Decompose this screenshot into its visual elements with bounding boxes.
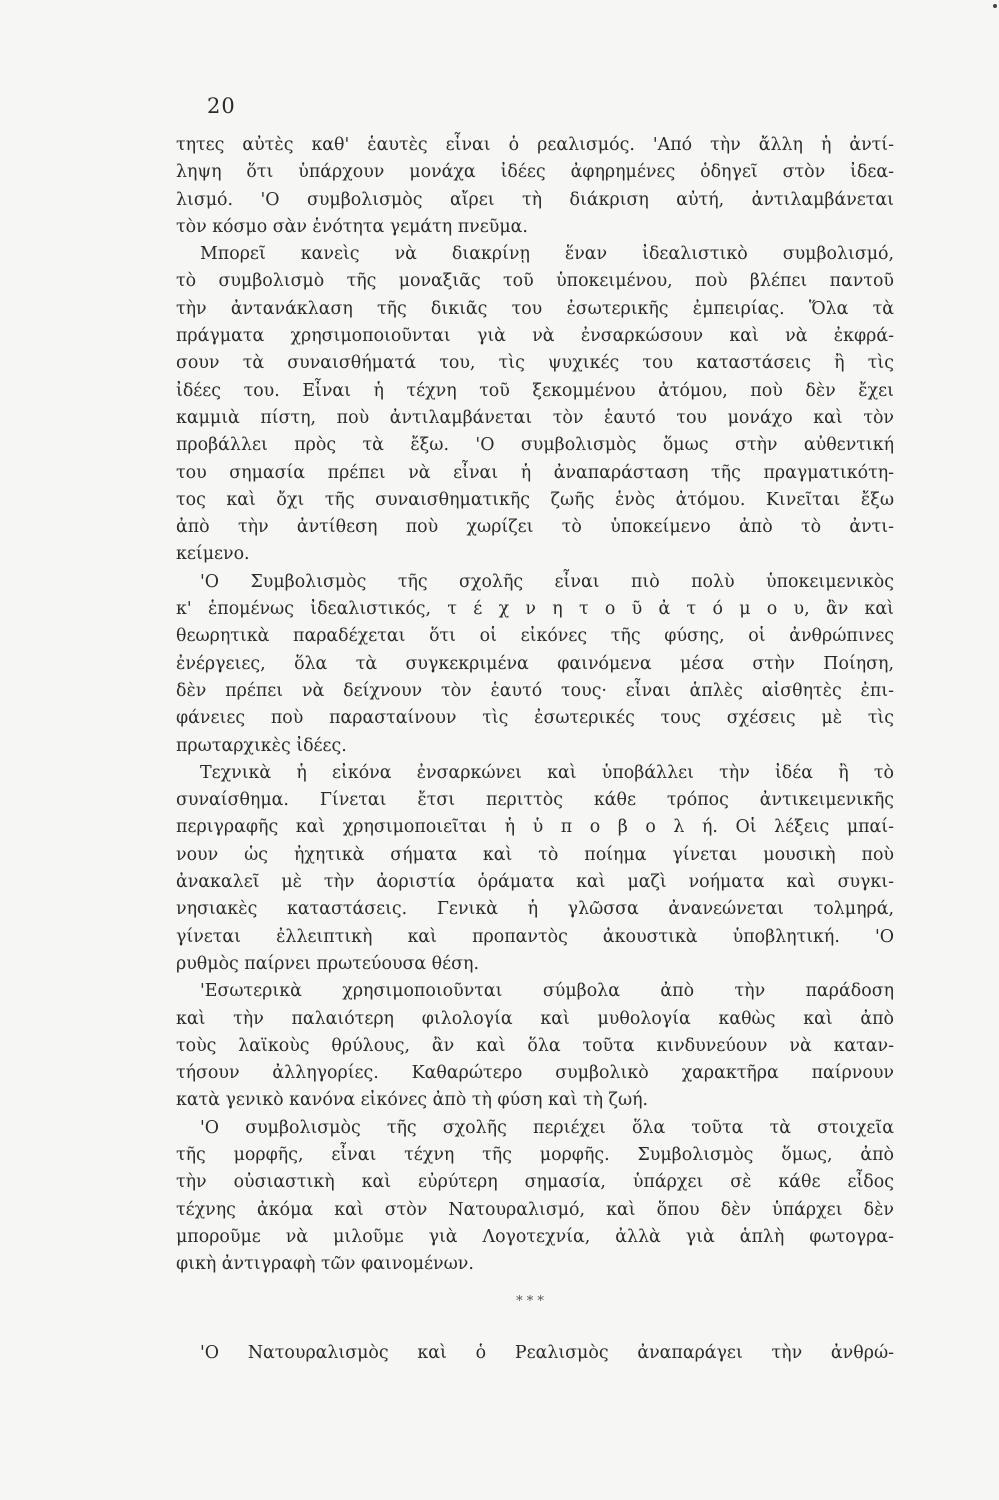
text-line: ἀνακαλεῖ μὲ τὴν ἀοριστία ὁράματα καὶ μαζὶ νοήματα καὶ συγκι- xyxy=(176,872,894,893)
text-line: ρυθμὸς παίρνει πρωτεύουσα θέση. xyxy=(176,953,479,974)
text-line: κατὰ γενικὸ κανόνα εἰκόνες ἀπὸ τὴ φύση καὶ τὴ ζωή. xyxy=(176,1090,649,1111)
text-line: τὸ συμβολισμὸ τῆς μοναξιᾶς τοῦ ὑποκειμένου, ποὺ βλέπει παντοῦ xyxy=(176,271,894,292)
text-line: λισμό. 'Ο συμβολισμὸς αἴρει τὴ διάκριση αὐτή, ἀντιλαμβάνεται xyxy=(176,189,894,210)
page-number: 20 xyxy=(207,94,236,118)
text-line: καμμιὰ πίστη, ποὺ ἀντιλαμβάνεται τὸν ἑαυτό του μονάχο καὶ τὸν xyxy=(176,407,894,428)
text-line: 'Ο Νατουραλισμὸς καὶ ὁ Ρεαλισμὸς ἀναπαράγει τὴν ἀνθρώ- xyxy=(200,1343,894,1363)
text-line: Μπορεῖ κανεὶς νὰ διακρίνῃ ἕναν ἰδεαλιστικὸ συμβολισμό, xyxy=(200,244,894,265)
text-line: τητες αὐτὲς καθ' ἑαυτὲς εἶναι ὁ ρεαλισμός. 'Από τὴν ἄλλη ἡ ἀντί- xyxy=(176,135,894,155)
scan-speck xyxy=(993,4,997,8)
text-line: ἰδέες του. Εἶναι ἡ τέχνη τοῦ ξεκομμένου ἀτόμου, ποὺ δὲν ἔχει xyxy=(176,380,894,401)
text-line: τὴν οὐσιαστικὴ καὶ εὐρύτερη σημασία, ὑπάρχει σὲ κάθε εἶδος xyxy=(176,1172,894,1193)
text-line: τὸν κόσμο σὰν ἑνότητα γεμάτη πνεῦμα. xyxy=(176,216,528,237)
text-line: συναίσθημα. Γίνεται ἔτσι περιττὸς κάθε τρόπος ἀντικειμενικῆς xyxy=(176,790,894,811)
body-text xyxy=(176,132,894,1278)
text-line: μποροῦμε νὰ μιλοῦμε γιὰ Λογοτεχνία, ἀλλὰ γιὰ ἁπλὴ φωτογρα- xyxy=(176,1226,894,1247)
text-line: τέχνης ἀκόμα καὶ στὸν Νατουραλισμό, καὶ ὅπου δὲν ὑπάρχει δὲν xyxy=(176,1199,894,1220)
section-separator xyxy=(510,1295,550,1308)
text-line: 'Ο συμβολισμὸς τῆς σχολῆς περιέχει ὅλα τοῦτα τὰ στοιχεῖα xyxy=(200,1117,894,1138)
text-line: τος καὶ ὄχι τῆς συναισθηματικῆς ζωῆς ἑνὸς ἀτόμου. Κινεῖται ἔξω xyxy=(176,489,894,510)
text-line: τῆς μορφῆς, εἶναι τέχνη τῆς μορφῆς. Συμβολισμὸς ὅμως, ἀπὸ xyxy=(176,1144,894,1165)
text-line: τὴν ἀντανάκλαση τῆς δικιᾶς του ἐσωτερικῆς ἐμπειρίας. Ὅλα τὰ xyxy=(176,298,894,319)
text-line: ἐνέργειες, ὅλα τὰ συγκεκριμένα φαινόμενα μέσα στὴν Ποίηση, xyxy=(176,653,894,674)
text-line: κ' ἑπομένως ἰδεαλιστικός, τ έ χ ν η τ ο ῦ ἀ τ ό μ ο υ, ἂν καὶ xyxy=(176,599,894,620)
text-line: δὲν πρέπει νὰ δείχνουν τὸν ἑαυτό τους· εἶναι ἁπλὲς αἰσθητὲς ἐπι- xyxy=(176,680,894,701)
text-line: φάνειες ποὺ παρασταίνουν τὶς ἐσωτερικές τους σχέσεις μὲ τὶς xyxy=(176,708,894,729)
text-line: ἀπὸ τὴν ἀντίθεση ποὺ χωρίζει τὸ ὑποκείμενο ἀπὸ τὸ ἀντι- xyxy=(176,517,894,538)
text-line: προβάλλει πρὸς τὰ ἔξω. 'Ο συμβολισμὸς ὅμως στὴν αὐθεντική xyxy=(176,435,894,456)
separator-text: * * * xyxy=(516,1294,544,1309)
text-line: Τεχνικὰ ἡ εἰκόνα ἐνσαρκώνει καὶ ὑποβάλλει τὴν ἰδέα ἢ τὸ xyxy=(200,762,894,783)
text-line: τοὺς λαϊκοὺς θρύλους, ἂν καὶ ὅλα τοῦτα κινδυνεύουν νὰ καταν- xyxy=(176,1035,894,1056)
text-line: 'Εσωτερικὰ χρησιμοποιοῦνται σύμβολα ἀπὸ τὴν παράδοση xyxy=(200,981,894,1002)
text-line: περιγραφῆς καὶ χρησιμοποιεῖται ἡ ὑ π ο β ο λ ή. Οἱ λέξεις μπαί- xyxy=(176,817,894,838)
text-line: πρωταρχικὲς ἰδέες. xyxy=(176,735,347,756)
text-line: νησιακὲς καταστάσεις. Γενικὰ ἡ γλῶσσα ἀνανεώνεται τολμηρά, xyxy=(176,899,894,920)
text-line: ληψη ὅτι ὑπάρχουν μονάχα ἰδέες ἀφηρημένες ὁδηγεῖ στὸν ἰδεα- xyxy=(176,162,894,183)
text-line: πράγματα χρησιμοποιοῦνται γιὰ νὰ ἐνσαρκώσουν καὶ νὰ ἐκφρά- xyxy=(176,326,894,347)
text-line: φικὴ ἀντιγραφὴ τῶν φαινομένων. xyxy=(176,1254,474,1275)
text-line: 'Ο Συμβολισμὸς τῆς σχολῆς εἶναι πιὸ πολὺ ὑποκειμενικὸς xyxy=(200,571,894,592)
text-line: θεωρητικὰ παραδέχεται ὅτι οἱ εἰκόνες τῆς φύσης, οἱ ἀνθρώπινες xyxy=(176,626,894,647)
text-line: τήσουν ἀλληγορίες. Καθαρώτερο συμβολικὸ χαρακτῆρα παίρνουν xyxy=(176,1063,894,1084)
text-line: κείμενο. xyxy=(176,544,250,565)
text-line: γίνεται ἐλλειπτικὴ καὶ προπαντὸς ἀκουστικὰ ὑποβλητική. 'Ο xyxy=(176,926,894,947)
text-line: του σημασία πρέπει νὰ εἶναι ἡ ἀναπαράσταση τῆς πραγματικότη- xyxy=(176,462,894,483)
text-line: καὶ τὴν παλαιότερη φιλολογία καὶ μυθολογία καθὼς καὶ ἀπὸ xyxy=(176,1008,894,1029)
text-line: σουν τὰ συναισθήματά του, τὶς ψυχικές του καταστάσεις ἢ τὶς xyxy=(176,353,894,374)
text-line: νουν ὡς ἠχητικὰ σήματα καὶ τὸ ποίημα γίνεται μουσικὴ ποὺ xyxy=(176,844,894,865)
